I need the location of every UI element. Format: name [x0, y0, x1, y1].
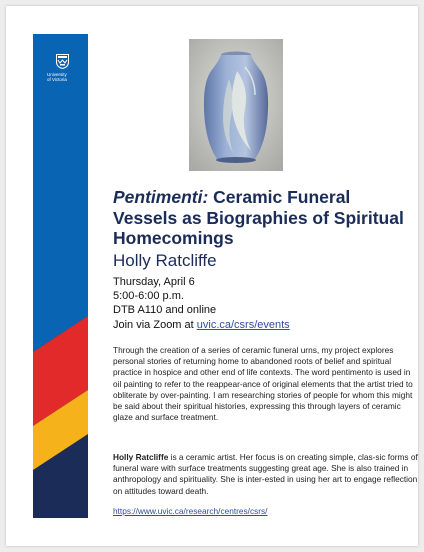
crest-icon	[56, 54, 69, 69]
bio-paragraph	[113, 452, 419, 497]
title-rest: Ceramic Funeral Vessels as Biographies of Spiritual Homecomings	[113, 187, 404, 248]
logo-line-2: of Victoria	[47, 77, 67, 82]
footer-url	[113, 506, 267, 517]
logo-text	[47, 72, 77, 82]
abstract-paragraph: Through the creation of a series of ceramic funeral urns, my project explores personal stories of returning home to abandoned roots of belief and spiritual practice in hospice and other end of life contexts. The word pentimento is used in oil painting to refer to the reappear-ance of original elements that the artist tried to obliterate by over-painting. I am researching stories of people for whom this might be said about their spiritual histories, expressing this through layers of ceramic glaze and surface treatment.	[113, 345, 413, 423]
bio-text: is a ceramic artist. Her focus is on creating simple, clas-sic forms of funeral ware with surface treatments suggesting great age. She is also trained in anthropology and spirituality. She is inter-ested in using her art to engage reflection on attitudes toward death.	[113, 452, 418, 496]
website-link[interactable]: https://www.uvic.ca/research/centres/csrs/	[113, 506, 268, 516]
ceramic-vessel-photo	[189, 39, 283, 171]
speaker-name: Holly Ratcliffe	[113, 251, 217, 270]
university-logo	[47, 54, 74, 82]
event-date: Thursday, April 6	[113, 276, 195, 288]
event-location: DTB A110 and online	[113, 304, 217, 317]
event-details	[113, 275, 290, 332]
zoom-link[interactable]: uvic.ca/csrs/events	[196, 318, 290, 331]
zoom-prefix: Join via Zoom at	[113, 318, 197, 331]
poster-page	[6, 6, 418, 546]
logo-line-1: University	[47, 72, 67, 77]
brand-ribbon	[33, 34, 88, 518]
title-italic: Pentimenti:	[113, 187, 209, 207]
zoom-line	[113, 318, 290, 332]
bio-name: Holly Ratcliffe	[113, 452, 169, 462]
event-time: 5:00-6:00 p.m.	[113, 290, 184, 303]
event-title	[113, 187, 413, 249]
